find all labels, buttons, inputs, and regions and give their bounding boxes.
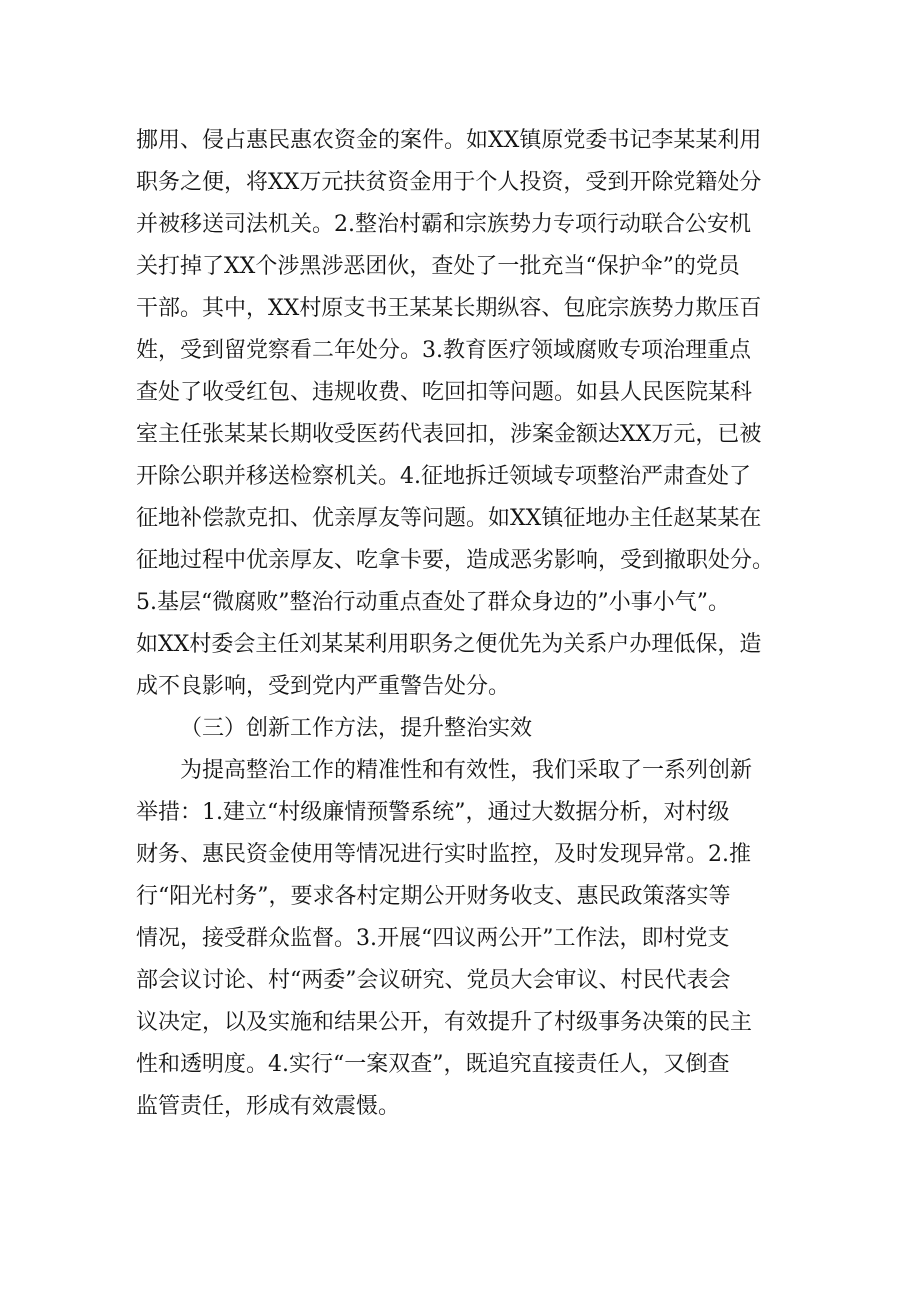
paragraph-line: 举措：1.建立“村级廉情预警系统”，通过大数据分析，对村级 bbox=[136, 800, 730, 825]
paragraph-line: 为提高整治工作的精准性和有效性，我们采取了一系列创新 bbox=[180, 758, 753, 783]
paragraph-line: 成不良影响，受到党内严重警告处分。 bbox=[136, 674, 511, 699]
paragraph-line: 征地过程中优亲厚友、吃拿卡要，造成恶劣影响，受到撤职处分。 bbox=[136, 548, 775, 573]
paragraph-line: 议决定，以及实施和结果公开，有效提升了村级事务决策的民主 bbox=[136, 1010, 753, 1035]
paragraph-line: 5.基层“微腐败”整治行动重点查处了群众身边的”小事小气”。 bbox=[136, 590, 730, 615]
paragraph-line: 如XX村委会主任刘某某利用职务之便优先为关系户办理低保，造 bbox=[136, 632, 762, 657]
paragraph-line: 室主任张某某长期收受医药代表回扣，涉案金额达XX万元，已被 bbox=[136, 422, 762, 447]
paragraph-line: 部会议讨论、村“两委”会议研究、党员大会审议、村民代表会 bbox=[136, 968, 731, 993]
paragraph-line: 情况，接受群众监督。3.开展“四议两公开”工作法，即村党支 bbox=[136, 926, 730, 951]
section-heading: （三）创新工作方法，提升整治实效 bbox=[180, 716, 533, 741]
paragraph-line: 行“阳光村务”，要求各村定期公开财务收支、惠民政策落实等 bbox=[136, 884, 731, 909]
document-body bbox=[136, 120, 826, 1128]
paragraph-line: 性和透明度。4.实行“一案双查”，既追究直接责任人，又倒查 bbox=[136, 1052, 730, 1077]
paragraph-line: 监管责任，形成有效震慑。 bbox=[136, 1094, 401, 1119]
paragraph-line: 并被移送司法机关。2.整治村霸和宗族势力专项行动联合公安机 bbox=[136, 212, 751, 237]
paragraph-line: 财务、惠民资金使用等情况进行实时监控，及时发现异常。2.推 bbox=[136, 842, 751, 867]
paragraph-line: 开除公职并移送检察机关。4.征地拆迁领域专项整治严肃查处了 bbox=[136, 464, 751, 489]
paragraph-line: 挪用、侵占惠民惠农资金的案件。如XX镇原党委书记李某某利用 bbox=[136, 128, 762, 153]
paragraph-line: 姓，受到留党察看二年处分。3.教育医疗领域腐败专项治理重点 bbox=[136, 338, 751, 363]
paragraph-line: 干部。其中，XX村原支书王某某长期纵容、包庇宗族势力欺压百 bbox=[136, 296, 762, 321]
paragraph-line: 职务之便，将XX万元扶贫资金用于个人投资，受到开除党籍处分 bbox=[136, 170, 762, 195]
paragraph-line: 关打掉了XX个涉黑涉恶团伙，查处了一批充当“保护伞”的党员 bbox=[136, 254, 740, 279]
paragraph-line: 征地补偿款克扣、优亲厚友等问题。如XX镇征地办主任赵某某在 bbox=[136, 506, 762, 531]
paragraph-line: 查处了收受红包、违规收费、吃回扣等问题。如县人民医院某科 bbox=[136, 380, 753, 405]
